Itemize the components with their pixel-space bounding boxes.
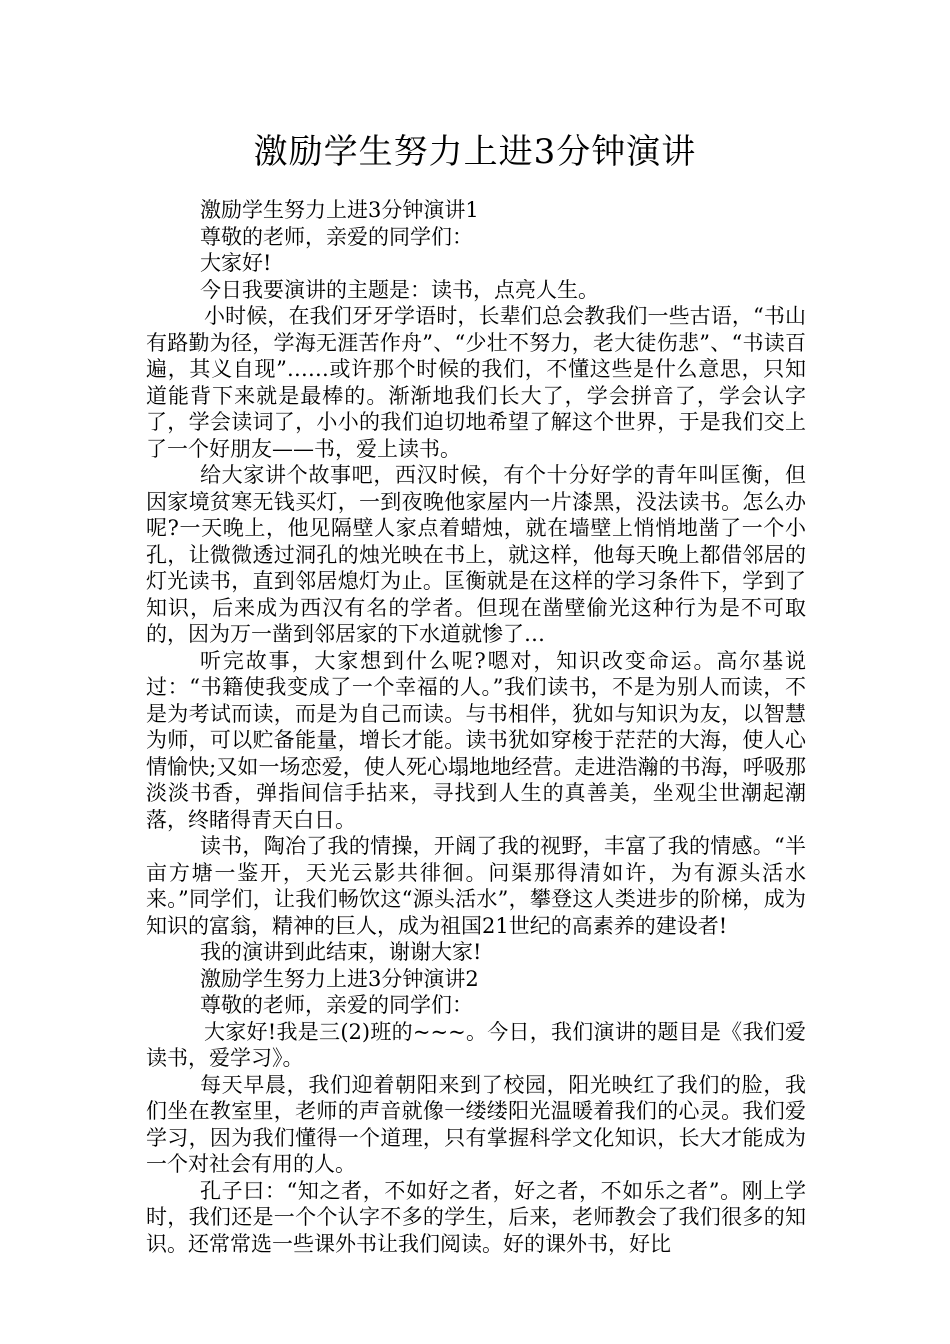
paragraph: 听完故事，大家想到什么呢?嗯对，知识改变命运。高尔基说过：“书籍使我变成了一个幸福的人。”我们读书，不是为别人而读，不是为考试而读，而是为自己而读。与书相伴，犹如与知识为友，以智慧为师，可以贮备能量，增长才能。读书犹如穿梭于茫茫的大海，使人心情愉快;又如一场恋爱，使人死心塌地地经营。走进浩瀚的书海，呼吸那淡淡书香，弹指间信手拈来，寻找到人生的真善美，坐观尘世潮起潮落，终睹得青天白日。	[146, 648, 806, 832]
document-title: 激励学生努力上进3分钟演讲	[253, 132, 697, 172]
paragraph: 小时候，在我们牙牙学语时，长辈们总会教我们一些古语，“书山有路勤为径，学海无涯苦作舟”、“少壮不努力，老大徒伤悲”、“书读百遍，其义自现”……或许那个时候的我们，不懂这些是什么意思，只知道能背下来就是最棒的。渐渐地我们长大了，学会拼音了，学会认字了，学会读词了，小小的我们迫切地希望了解这个世界，于是我们交上了一个好朋友——书，爱上读书。	[146, 304, 806, 461]
paragraph: 大家好!我是三(2)班的~~~。今日，我们演讲的题目是《我们爱读书，爱学习》。	[146, 1019, 806, 1070]
paragraph: 尊敬的老师，亲爱的同学们：	[200, 993, 473, 1017]
paragraph: 大家好!	[200, 251, 272, 275]
paragraph: 给大家讲个故事吧，西汉时候，有个十分好学的青年叫匡衡，但因家境贫寒无钱买灯，一到夜晚他家屋内一片漆黑，没法读书。怎么办呢?一天晚上，他见隔壁人家点着蜡烛，就在墙壁上悄悄地凿了一个小孔，让微微透过洞孔的烛光映在书上，就这样，他每天晚上都借邻居的灯光读书，直到邻居熄灯为止。匡衡就是在这样的学习条件下，学到了知识，后来成为西汉有名的学者。但现在凿壁偷光这种行为是不可取的，因为万一凿到邻居家的下水道就惨了…	[146, 463, 806, 646]
paragraph: 每天早晨，我们迎着朝阳来到了校园，阳光映红了我们的脸，我们坐在教室里，老师的声音就像一缕缕阳光温暖着我们的心灵。我们爱学习，因为我们懂得一个道理，只有掌握科学文化知识，长大才能成为一个对社会有用的人。	[146, 1072, 806, 1176]
document-body	[146, 197, 806, 1257]
paragraph: 激励学生努力上进3分钟演讲2	[200, 966, 479, 991]
paragraph: 激励学生努力上进3分钟演讲1	[200, 198, 479, 222]
paragraph: 孔子曰：“知之者，不如好之者，好之者，不如乐之者”。刚上学时，我们还是一个个认字不多的学生，后来，老师教会了我们很多的知识。还常常选一些课外书让我们阅读。好的课外书，好比	[146, 1178, 806, 1256]
paragraph: 尊敬的老师，亲爱的同学们：	[200, 224, 473, 249]
paragraph: 读书，陶冶了我的情操，开阔了我的视野，丰富了我的情感。“半亩方塘一鉴开，天光云影共徘徊。问渠那得清如许，为有源头活水来。”同学们，让我们畅饮这“源头活水”，攀登这人类进步的阶梯，成为知识的富翁，精神的巨人，成为祖国21世纪的高素养的建设者!	[146, 834, 806, 938]
paragraph: 今日我要演讲的主题是：读书，点亮人生。	[200, 277, 599, 302]
paragraph: 我的演讲到此结束，谢谢大家!	[200, 940, 482, 964]
